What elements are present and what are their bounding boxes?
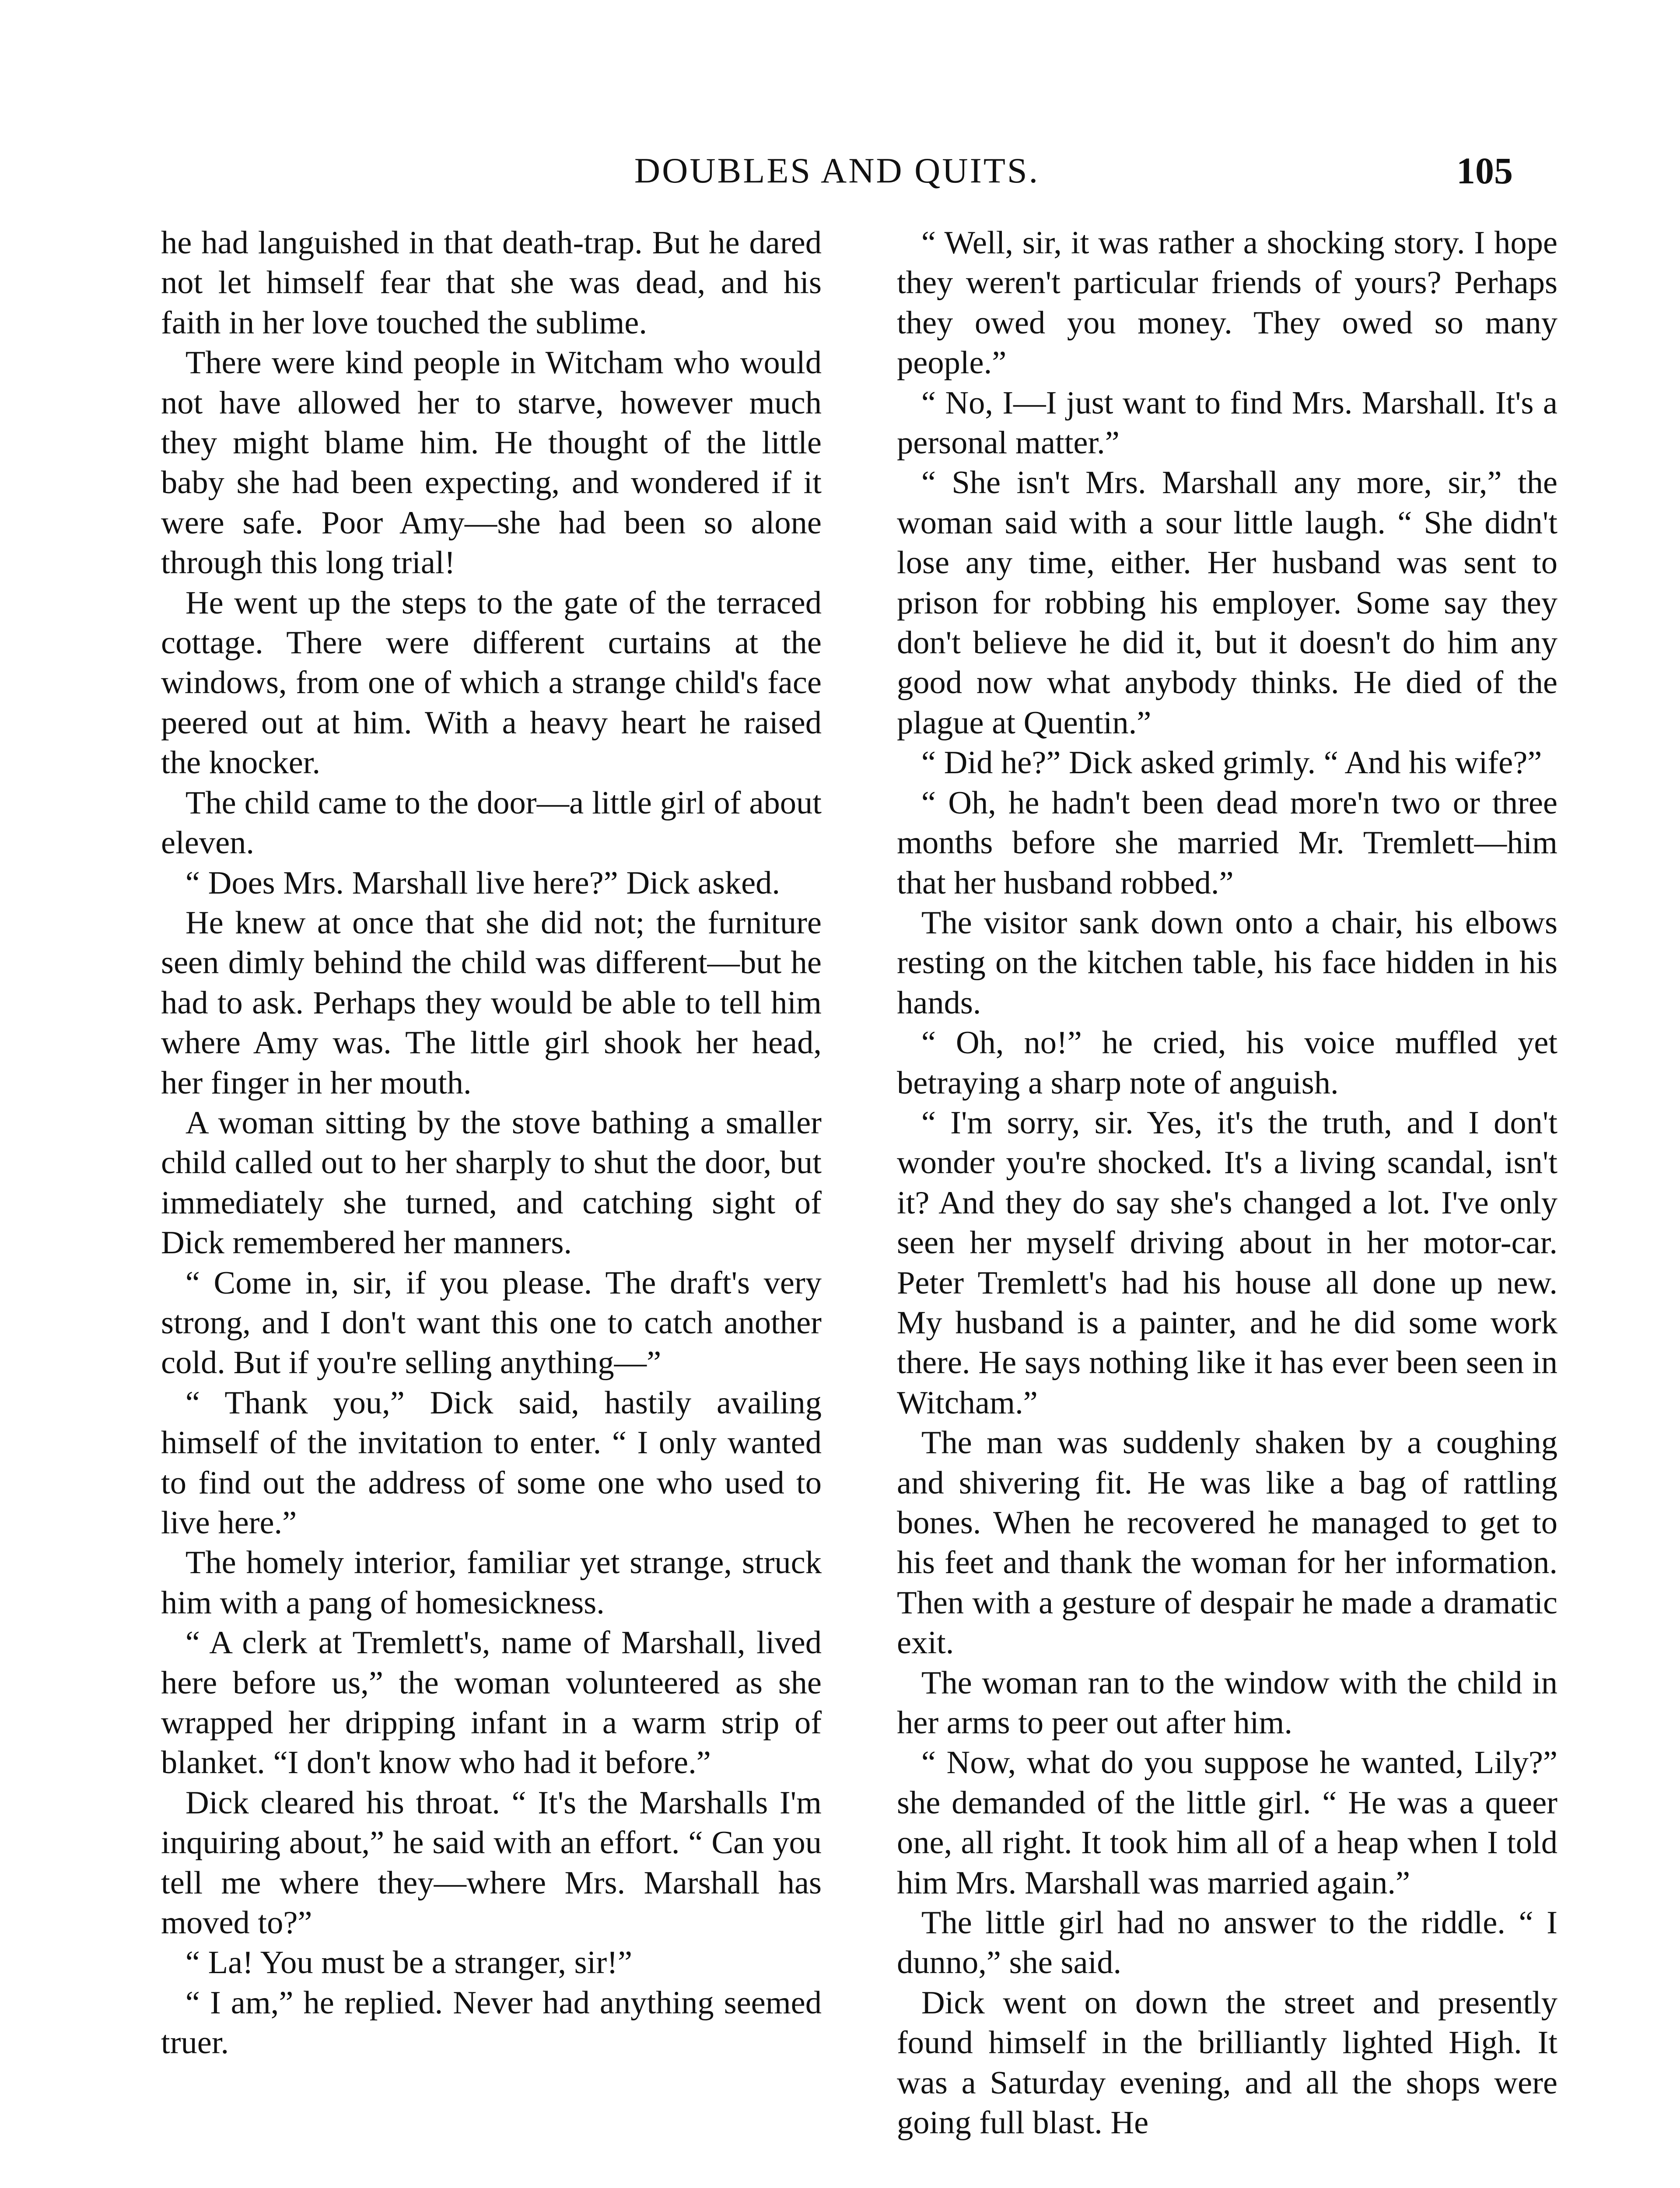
paragraph: “ Does Mrs. Marshall live here?” Dick asked.: [185, 865, 780, 901]
paragraph: “ A clerk at Tremlett's, name of Marshall, lived here before us,” the woman volunteered as she wrapped her dripping infant in a warm strip of blanket. “I don't know who had it before.”: [161, 1625, 822, 1781]
running-title: DOUBLES AND QUITS.: [634, 151, 1040, 190]
paragraph: The homely interior, familiar yet strange, struck him with a pang of homesickness.: [161, 1545, 822, 1621]
paragraph: “ She isn't Mrs. Marshall any more, sir,” the woman said with a sour little laugh. “ She didn't lose any time, either. Her husband was sent to prison for robbing his employer. Some say they don't believe he did it, but it doesn't do him any good now what anybody thinks. He died of the plague at Quentin.”: [897, 465, 1558, 741]
paragraph: The woman ran to the window with the child in her arms to peer out after him.: [897, 1665, 1558, 1741]
paragraph: “ I'm sorry, sir. Yes, it's the truth, and I don't wonder you're shocked. It's a living scandal, isn't it? And they do say she's changed a lot. I've only seen her myself driving about in her motor-car. Peter Tremlett's had his house all done up new. My husband is a painter, and he did some work there. He says nothing like it has ever been seen in Witcham.”: [897, 1105, 1558, 1421]
paragraph: The visitor sank down onto a chair, his elbows resting on the kitchen table, his face hidden in his hands.: [897, 905, 1558, 1021]
paragraph: “ Oh, he hadn't been dead more'n two or three months before she married Mr. Tremlett—him that her husband robbed.”: [897, 785, 1558, 901]
paragraph: “ Now, what do you suppose he wanted, Lily?” she demanded of the little girl. “ He was a queer one, all right. It took him all of a heap when I told him Mrs. Marshall was married again.”: [897, 1745, 1558, 1901]
paragraph: The child came to the door—a little girl of about eleven.: [161, 785, 822, 861]
paragraph: Dick went on down the street and presently found himself in the brilliantly lighted High. It was a Saturday evening, and all the shops were going full blast. He: [897, 1985, 1558, 2141]
page-number: 105: [1456, 150, 1513, 192]
paragraph: “ Thank you,” Dick said, hastily availing himself of the invitation to enter. “ I only wanted to find out the address of some one who used to live here.”: [161, 1385, 822, 1541]
paragraph: “ No, I—I just want to find Mrs. Marshall. It's a personal matter.”: [897, 385, 1558, 461]
paragraph: “ Oh, no!” he cried, his voice muffled yet betraying a sharp note of anguish.: [897, 1025, 1558, 1101]
paragraph: There were kind people in Witcham who would not have allowed her to starve, however much they might blame him. He thought of the little baby she had been expecting, and wondered if it were safe. Poor Amy—she had been so alone through this long trial!: [161, 345, 822, 581]
paragraph: he had languished in that death-trap. But he dared not let himself fear that she was dead, and his faith in her love touched the sublime.: [161, 225, 822, 341]
left-column: [161, 223, 822, 2063]
paragraph: “ La! You must be a stranger, sir!”: [185, 1945, 633, 1981]
right-column: [897, 223, 1558, 2143]
paragraph: “ Come in, sir, if you please. The draft's very strong, and I don't want this one to catch another cold. But if you're selling anything—”: [161, 1265, 822, 1381]
paragraph: He knew at once that she did not; the furniture seen dimly behind the child was different—but he had to ask. Perhaps they would be able to tell him where Amy was. The little girl shook her head, her finger in her mouth.: [161, 905, 822, 1101]
page-header: [161, 144, 1513, 197]
paragraph: A woman sitting by the stove bathing a smaller child called out to her sharply to shut the door, but immediately she turned, and catching sight of Dick remembered her manners.: [161, 1105, 822, 1261]
paragraph: “ Did he?” Dick asked grimly. “ And his wife?”: [921, 745, 1542, 781]
paragraph: “ Well, sir, it was rather a shocking story. I hope they weren't particular friends of yours? Perhaps they owed you money. They owed so many people.”: [897, 225, 1558, 381]
paragraph: The little girl had no answer to the riddle. “ I dunno,” she said.: [897, 1905, 1558, 1981]
paragraph: “ I am,” he replied. Never had anything seemed truer.: [161, 1985, 822, 2061]
paragraph: He went up the steps to the gate of the terraced cottage. There were different curtains at the windows, from one of which a strange child's face peered out at him. With a heavy heart he raised the knocker.: [161, 585, 822, 781]
paragraph: The man was suddenly shaken by a coughing and shivering fit. He was like a bag of rattling bones. When he recovered he managed to get to his feet and thank the woman for her information. Then with a gesture of despair he made a dramatic exit.: [897, 1425, 1558, 1661]
paragraph: Dick cleared his throat. “ It's the Marshalls I'm inquiring about,” he said with an effort. “ Can you tell me where they—where Mrs. Marshall has moved to?”: [161, 1785, 822, 1941]
